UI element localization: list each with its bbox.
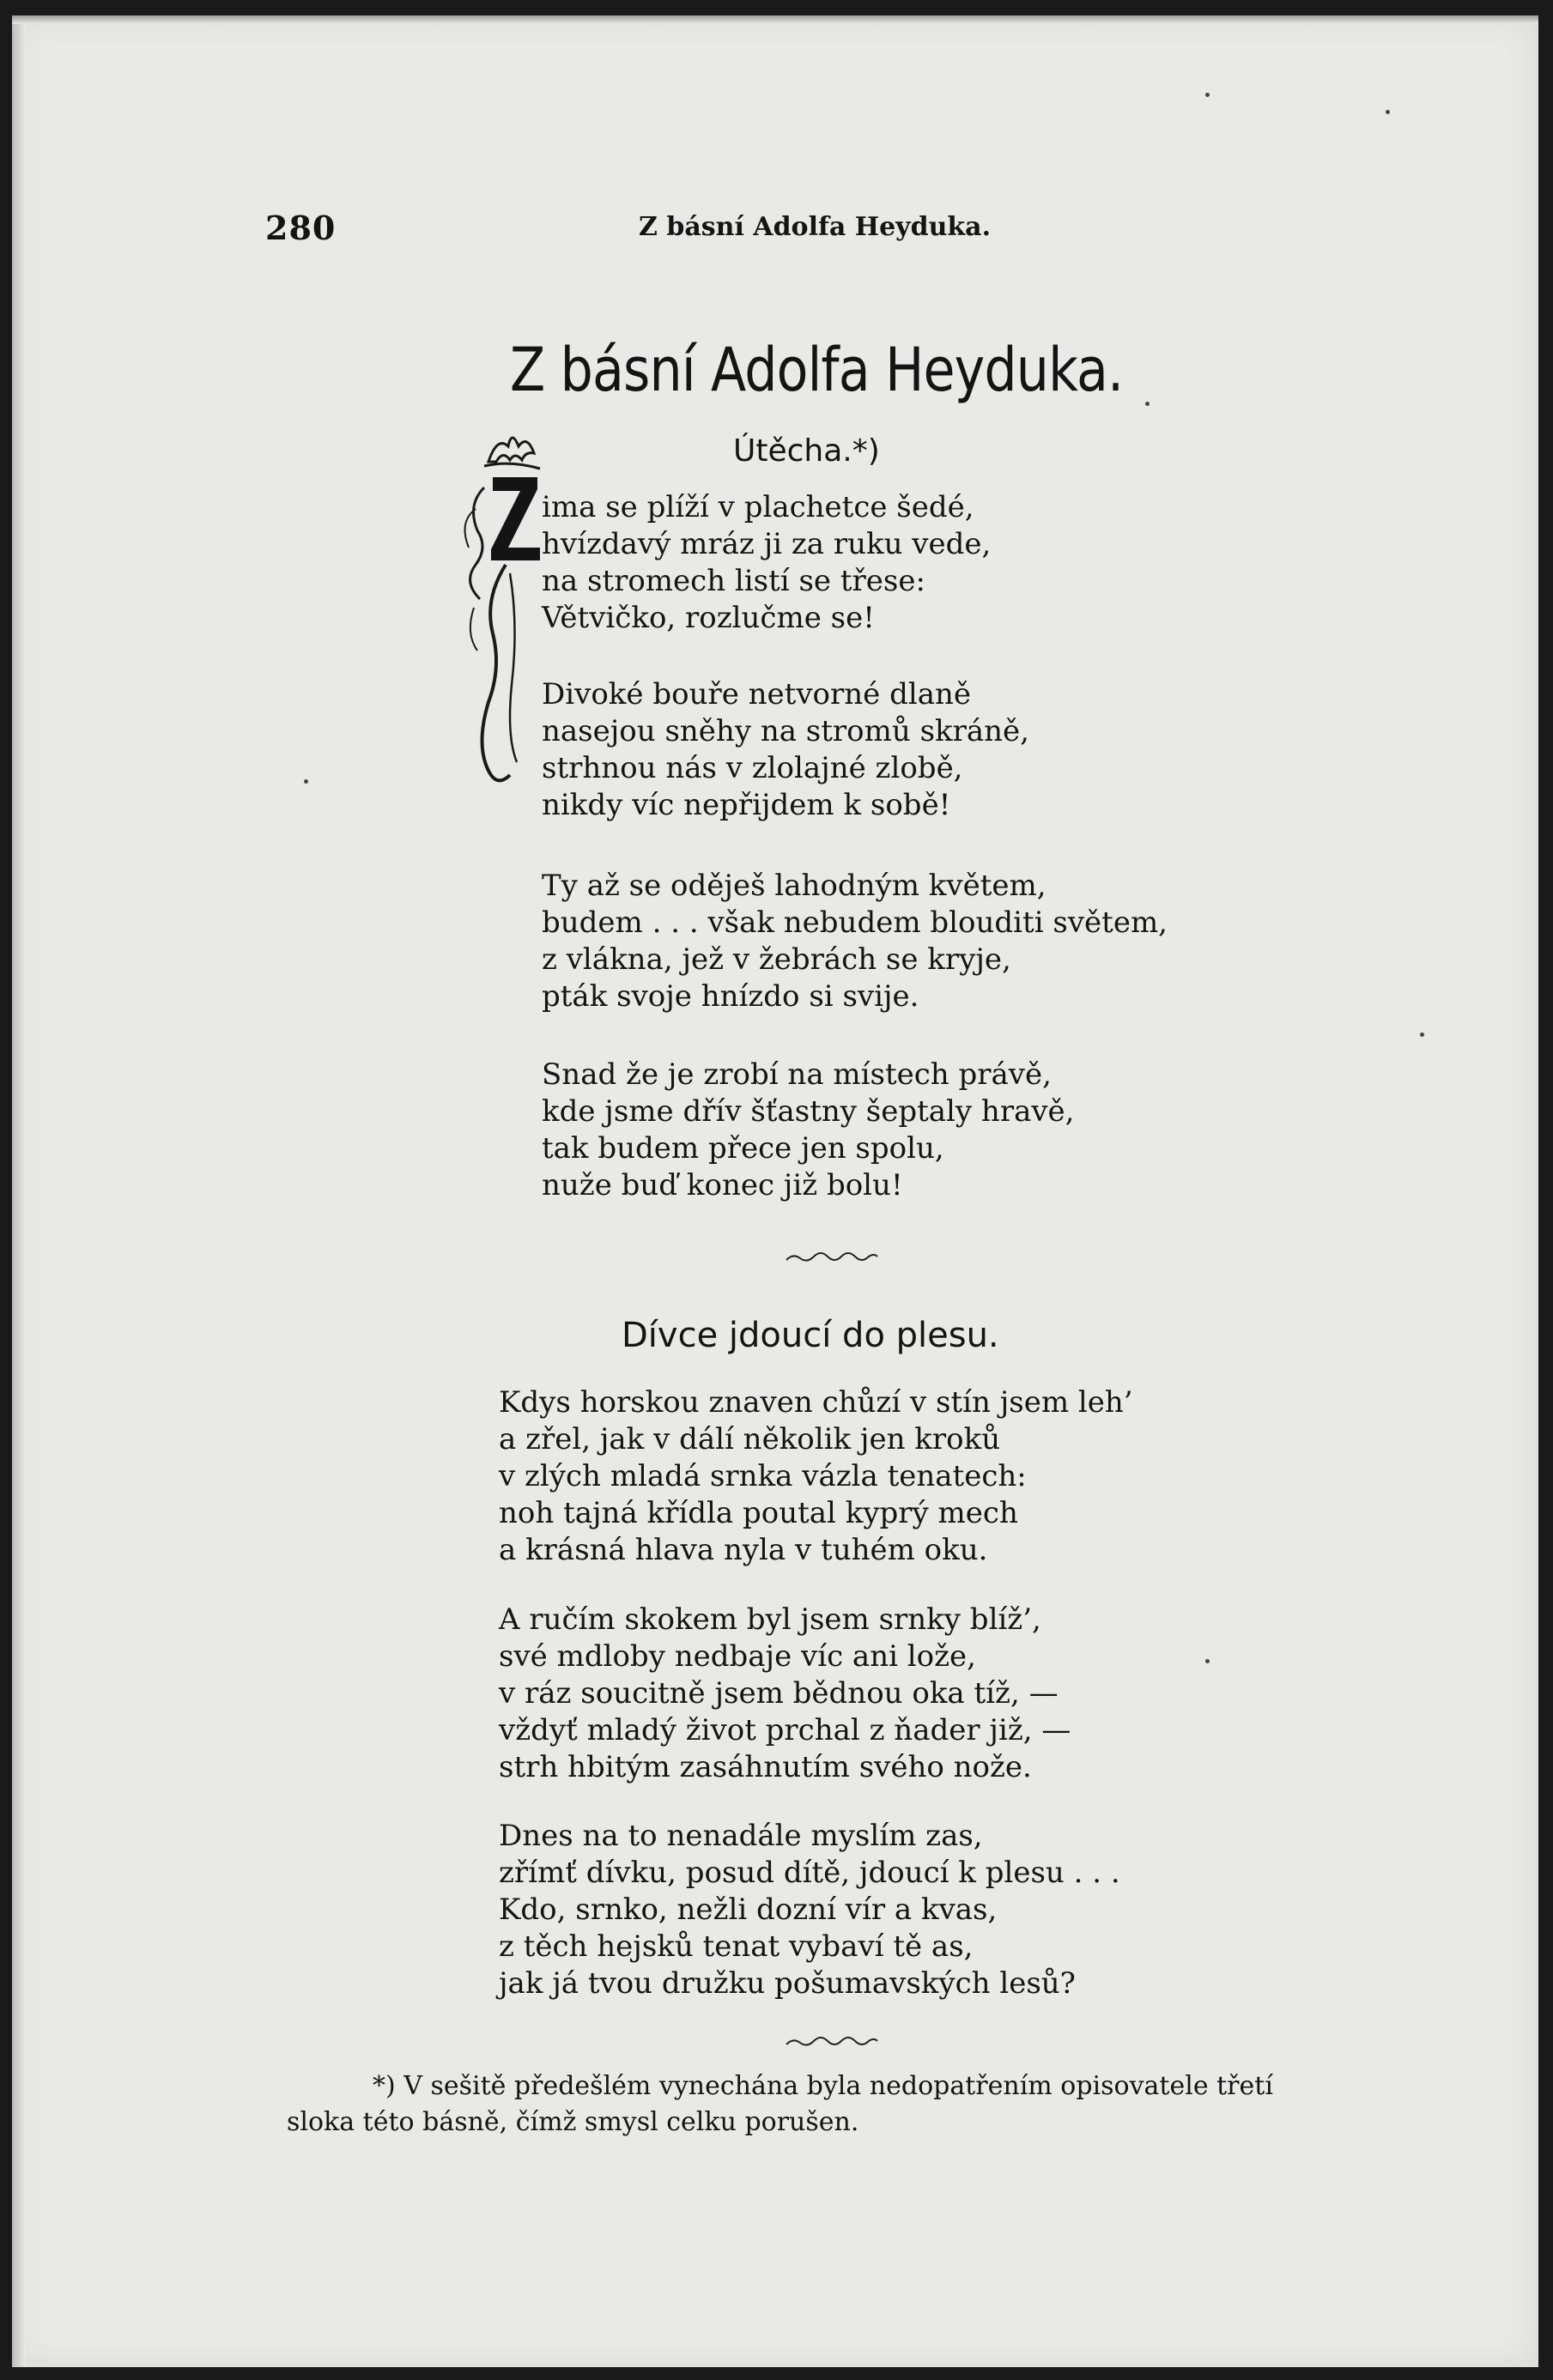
poem1-stanza-3 bbox=[542, 868, 1168, 1015]
scan-speck bbox=[1205, 1659, 1210, 1663]
verse-line: Kdys horskou znaven chůzí v stín jsem leh’ bbox=[499, 1385, 1133, 1420]
verse-line: vždyť mladý život prchal z ňader již, — bbox=[499, 1713, 1071, 1747]
verse-line: ima se plíží v plachetce šedé, bbox=[542, 490, 974, 524]
verse-line: Větvičko, rozlučme se! bbox=[542, 601, 875, 635]
verse-line: Kdo, srnko, nežli dozní vír a kvas, bbox=[499, 1892, 998, 1927]
verse-line: z těch hejsků tenat vybaví tě as, bbox=[499, 1929, 974, 1964]
verse-line: A ručím skokem byl jsem srnky blíž’, bbox=[499, 1602, 1041, 1637]
verse-line: noh tajná křídla poutal kyprý mech bbox=[499, 1496, 1018, 1530]
poem1-stanza-1 bbox=[542, 489, 991, 637]
wavy-divider-icon bbox=[785, 2034, 879, 2048]
poem1-stanza-4 bbox=[542, 1057, 1074, 1204]
poem2-stanza-2 bbox=[499, 1602, 1071, 1786]
page-top-edge bbox=[12, 15, 1538, 24]
scan-speck bbox=[1386, 110, 1390, 114]
running-title: Z básní Adolfa Heyduka. bbox=[639, 212, 992, 242]
poem2-stanza-3 bbox=[499, 1818, 1120, 2002]
verse-line: nasejou sněhy na stromů skráně, bbox=[542, 714, 1029, 748]
verse-line: nikdy víc nepřijdem k sobě! bbox=[542, 788, 951, 822]
ornamental-drop-cap-z-icon bbox=[458, 427, 553, 788]
wavy-divider-icon bbox=[785, 1250, 879, 1263]
scan-speck bbox=[304, 779, 308, 784]
verse-line: na stromech listí se třese: bbox=[542, 564, 925, 598]
verse-line: budem . . . však nebudem blouditi světem, bbox=[542, 905, 1168, 940]
verse-line: a krásná hlava nyla v tuhém oku. bbox=[499, 1533, 988, 1567]
footnote-line: *) V sešitě předešlém vynechána byla nedopatřením opisovatele třetí bbox=[373, 2071, 1273, 2101]
verse-line: v ráz soucitně jsem bědnou oka tíž, — bbox=[499, 1676, 1059, 1711]
verse-line: z vlákna, jež v žebrách se kryje, bbox=[542, 942, 1011, 977]
verse-line: v zlých mladá srnka vázla tenatech: bbox=[499, 1459, 1027, 1493]
scan-speck bbox=[1205, 93, 1210, 97]
scan-speck bbox=[1145, 402, 1150, 406]
verse-line: kde jsme dřív šťastny šeptaly hravě, bbox=[542, 1094, 1075, 1129]
verse-line: jak já tvou družku pošumavských lesů? bbox=[499, 1966, 1076, 2001]
poem2-stanza-1 bbox=[499, 1384, 1133, 1569]
verse-line: Ty až se oděješ lahodným květem, bbox=[542, 869, 1046, 903]
verse-line: a zřel, jak v dálí několik jen kroků bbox=[499, 1422, 1001, 1456]
running-header bbox=[12, 209, 1538, 251]
verse-line: tak budem přece jen spolu, bbox=[542, 1131, 944, 1166]
verse-line: hvízdavý mráz ji za ruku vede, bbox=[542, 527, 992, 561]
section-title: Z básní Adolfa Heyduka. bbox=[510, 335, 1124, 405]
page-edge-shadow bbox=[12, 15, 26, 2367]
verse-line: Dnes na to nenadále myslím zas, bbox=[499, 1819, 983, 1853]
verse-line: strh hbitým zasáhnutím svého nože. bbox=[499, 1750, 1032, 1784]
footnote-line: sloka této básně, čímž smysl celku porušen. bbox=[287, 2107, 859, 2137]
footnote bbox=[287, 2068, 1386, 2141]
page-number: 280 bbox=[265, 209, 337, 247]
verse-line: strhnou nás v zlolajné zlobě, bbox=[542, 751, 963, 785]
verse-line: zřímť dívku, posud dítě, jdoucí k plesu . . . bbox=[499, 1856, 1120, 1890]
verse-line: pták svoje hnízdo si svije. bbox=[542, 979, 919, 1014]
poem1-stanza-2 bbox=[542, 676, 1029, 824]
scan-speck bbox=[1420, 1033, 1424, 1037]
book-page bbox=[12, 15, 1538, 2367]
verse-line: Divoké bouře netvorné dlaně bbox=[542, 677, 972, 712]
poem-title-divce: Dívce jdoucí do plesu. bbox=[622, 1316, 999, 1355]
poem-title-utecha: Útěcha.*) bbox=[733, 433, 880, 469]
verse-line: své mdloby nedbaje víc ani lože, bbox=[499, 1639, 976, 1674]
verse-line: nuže buď konec již bolu! bbox=[542, 1168, 903, 1202]
verse-line: Snad že je zrobí na místech právě, bbox=[542, 1057, 1052, 1092]
